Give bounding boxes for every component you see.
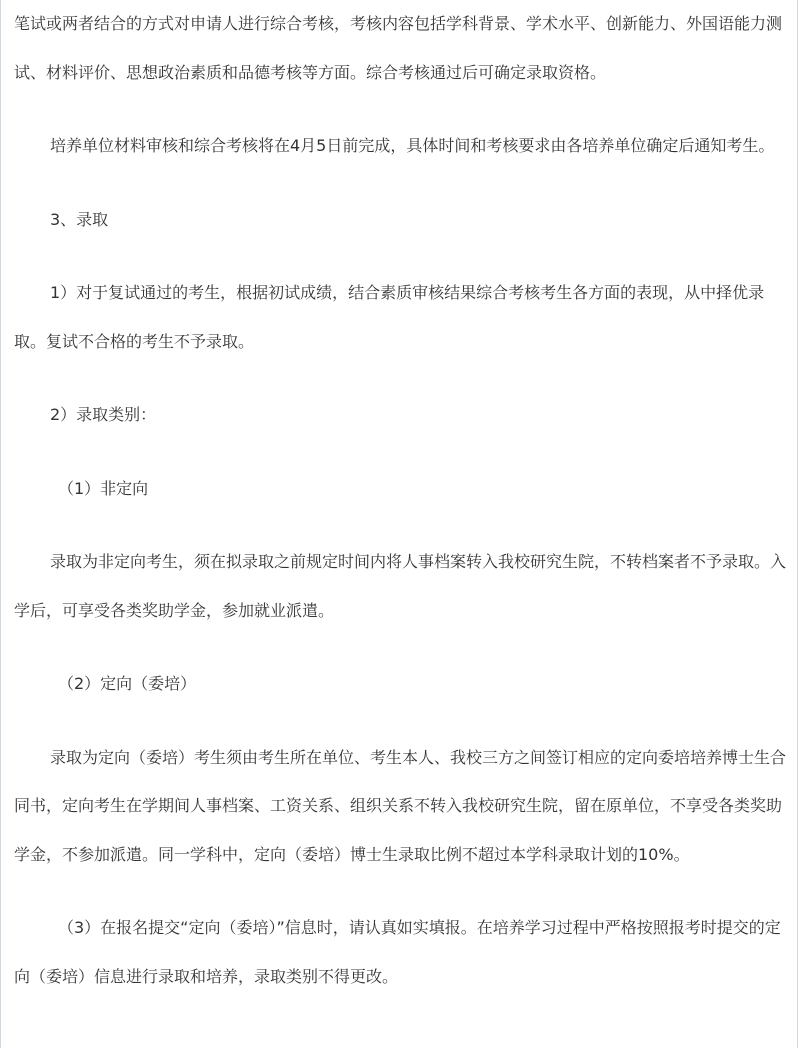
subheading-non-directed: （1）非定向 <box>58 478 149 498</box>
paragraph-directed-reporting: （3）在报名提交“定向（委培）”信息时，请认真如实填报。在培养学习过程中严格按照报考时提交的定向（委培）信息进行录取和培养，录取类别不得更改。 <box>14 918 781 986</box>
paragraph-assessment-method: 笔试或两者结合的方式对申请人进行综合考核，考核内容包括学科背景、学术水平、创新能力、外国语能力测试、材料评价、思想政治素质和品德考核等方面。综合考核通过后可确定录取资格。 <box>14 14 783 82</box>
section-heading-admission: 3、录取 <box>50 209 109 229</box>
document-body <box>14 0 786 1001</box>
paragraph-non-directed: 录取为非定向考生，须在拟录取之前规定时间内将人事档案转入我校研究生院，不转档案者不予录取。入学后，可享受各类奖助学金，参加就业派遣。 <box>14 552 787 620</box>
paragraph-directed: 录取为定向（委培）考生须由考生所在单位、考生本人、我校三方之间签订相应的定向委培培养博士生合同书，定向考生在学期间人事档案、工资关系、组织关系不转入我校研究生院，留在原单位，不享受各类奖助学金，不参加派遣。同一学科中，定向（委培）博士生录取比例不超过本学科录取计划的10%。 <box>14 747 787 864</box>
paragraph-assessment-deadline: 培养单位材料审核和综合考核将在4月5日前完成，具体时间和考核要求由各培养单位确定后通知考生。 <box>50 136 775 155</box>
paragraph-admission-rule: 1）对于复试通过的考生，根据初试成绩，结合素质审核结果综合考核考生各方面的表现，从中择优录取。复试不合格的考生不予录取。 <box>14 283 765 351</box>
paragraph-admission-categories: 2）录取类别： <box>50 405 157 424</box>
subheading-directed: （2）定向（委培） <box>58 674 197 693</box>
